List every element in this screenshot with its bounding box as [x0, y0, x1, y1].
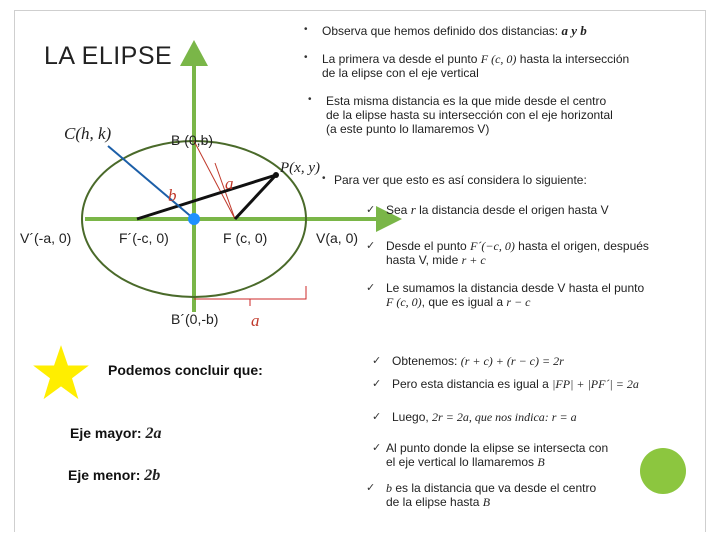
label-point-p: P(x, y)	[280, 160, 320, 176]
check-mark-2: ✓	[366, 240, 376, 252]
conclusion-minor-axis	[68, 467, 160, 485]
slide-title: LA ELIPSE	[44, 42, 173, 70]
note-same-distance	[326, 94, 696, 136]
check-mark-6: ✓	[372, 411, 382, 423]
star-icon	[32, 344, 90, 402]
label-f-left: F´(-c, 0)	[119, 230, 169, 246]
step-add-distance-math1: F (c, 0)	[386, 295, 422, 309]
step-r-plus-c-a: Desde el punto	[386, 239, 467, 253]
step-r-equals-a-math: 2r = 2a, que nos indica: r = a	[432, 410, 577, 424]
major-axis-math: 2a	[145, 425, 162, 442]
step-r-plus-c-b: hasta el origen, después	[518, 239, 649, 253]
step-obtain-a: Obtenemos:	[392, 354, 458, 368]
note-two-distances-text: Observa que hemos definido dos distancias:	[322, 24, 559, 38]
step-point-b-line2: el eje vertical lo llamaremos	[386, 455, 535, 469]
label-b-bottom: B´(0,-b)	[171, 311, 219, 327]
step-obtain-math: (r + c) + (r − c) = 2r	[460, 354, 564, 368]
step-r-plus-c-line2: hasta V, mide	[386, 253, 459, 267]
label-b-top: B (0,b)	[171, 132, 214, 148]
step-point-b-line1: Al punto donde la elipse se intersecta con	[386, 441, 609, 455]
note-first-distance-line2: de la elipse con el eje vertical	[322, 66, 479, 80]
step-equal-2a-a: Pero esta distancia es igual a	[392, 377, 549, 391]
minor-axis-label: Eje menor:	[68, 467, 141, 483]
step-define-r-b: la distancia desde el origen hasta V	[419, 203, 609, 217]
label-segment-a-top: a	[225, 174, 234, 193]
step-define-r-math: r	[410, 202, 416, 217]
label-center-c: C(h, k)	[64, 124, 112, 143]
note-two-distances	[322, 24, 587, 38]
check-mark-4: ✓	[372, 355, 382, 367]
step-add-distance-line1: Le sumamos la distancia desde V hasta el punto	[386, 281, 645, 295]
note-two-distances-math: a y b	[561, 23, 587, 38]
step-point-b	[386, 441, 646, 469]
step-add-distance	[386, 281, 706, 309]
step-r-plus-c-line2-math: r + c	[461, 253, 486, 267]
step-b-distance-line2: de la elipse hasta	[386, 495, 480, 509]
note-same-distance-line1: Esta misma distancia es la que mide desde el centro	[326, 94, 607, 108]
check-mark-3: ✓	[366, 282, 376, 294]
note-same-distance-line2: de la elipse hasta su intersección con el eje horizontal	[326, 108, 613, 122]
label-f-right: F (c, 0)	[223, 230, 268, 246]
note-first-distance-a: La primera va desde el punto	[322, 52, 478, 66]
bullet-mark-1: •	[304, 24, 308, 35]
check-mark-5: ✓	[372, 378, 382, 390]
step-equal-2a	[392, 377, 639, 391]
step-b-distance-math: b	[386, 481, 392, 495]
step-point-b-math: B	[537, 455, 545, 469]
note-first-distance	[322, 52, 694, 80]
label-v-left: V´(-a, 0)	[20, 230, 72, 246]
label-v-right: V(a, 0)	[316, 230, 359, 246]
note-first-distance-b: hasta la intersección	[519, 52, 630, 66]
point-p	[273, 172, 279, 178]
check-mark-7: ✓	[372, 442, 382, 454]
major-axis-label: Eje mayor:	[70, 425, 142, 441]
check-mark-1: ✓	[366, 204, 376, 216]
step-add-distance-math2: r − c	[506, 295, 531, 309]
note-first-distance-math: F (c, 0)	[480, 52, 517, 66]
y-axis-arrow	[180, 40, 208, 66]
bullet-mark-4: •	[322, 173, 326, 184]
bullet-mark-3: •	[308, 94, 312, 105]
check-mark-8: ✓	[366, 482, 376, 494]
note-consider: Para ver que esto es así considera lo siguiente:	[334, 173, 587, 187]
step-r-plus-c-math: F´(−c, 0)	[470, 239, 515, 253]
step-equal-2a-math: |FP| + |PF´| = 2a	[552, 377, 639, 391]
minor-axis-math: 2b	[144, 467, 161, 484]
step-add-distance-text: , que es igual a	[421, 295, 504, 309]
step-b-distance-b: es la distancia que va desde el centro	[395, 481, 597, 495]
step-r-equals-a	[392, 410, 577, 424]
step-obtain	[392, 354, 564, 368]
step-define-r-a: Sea	[386, 203, 408, 217]
step-r-equals-a-a: Luego,	[392, 410, 429, 424]
step-b-distance-line2-math: B	[482, 495, 491, 509]
conclusion-major-axis	[70, 425, 161, 443]
green-circle-icon	[640, 448, 686, 494]
step-define-r	[386, 203, 609, 217]
step-b-distance	[386, 481, 646, 509]
bullet-mark-2: •	[304, 52, 308, 63]
origin-dot	[188, 213, 200, 225]
label-segment-b: b	[168, 186, 177, 205]
step-r-plus-c	[386, 239, 706, 267]
note-same-distance-line3: (a este punto lo llamaremos V)	[326, 122, 490, 136]
label-segment-a-bottom: a	[251, 311, 260, 330]
conclusion-heading: Podemos concluir que:	[108, 362, 263, 378]
center-indicator-line	[108, 146, 194, 219]
